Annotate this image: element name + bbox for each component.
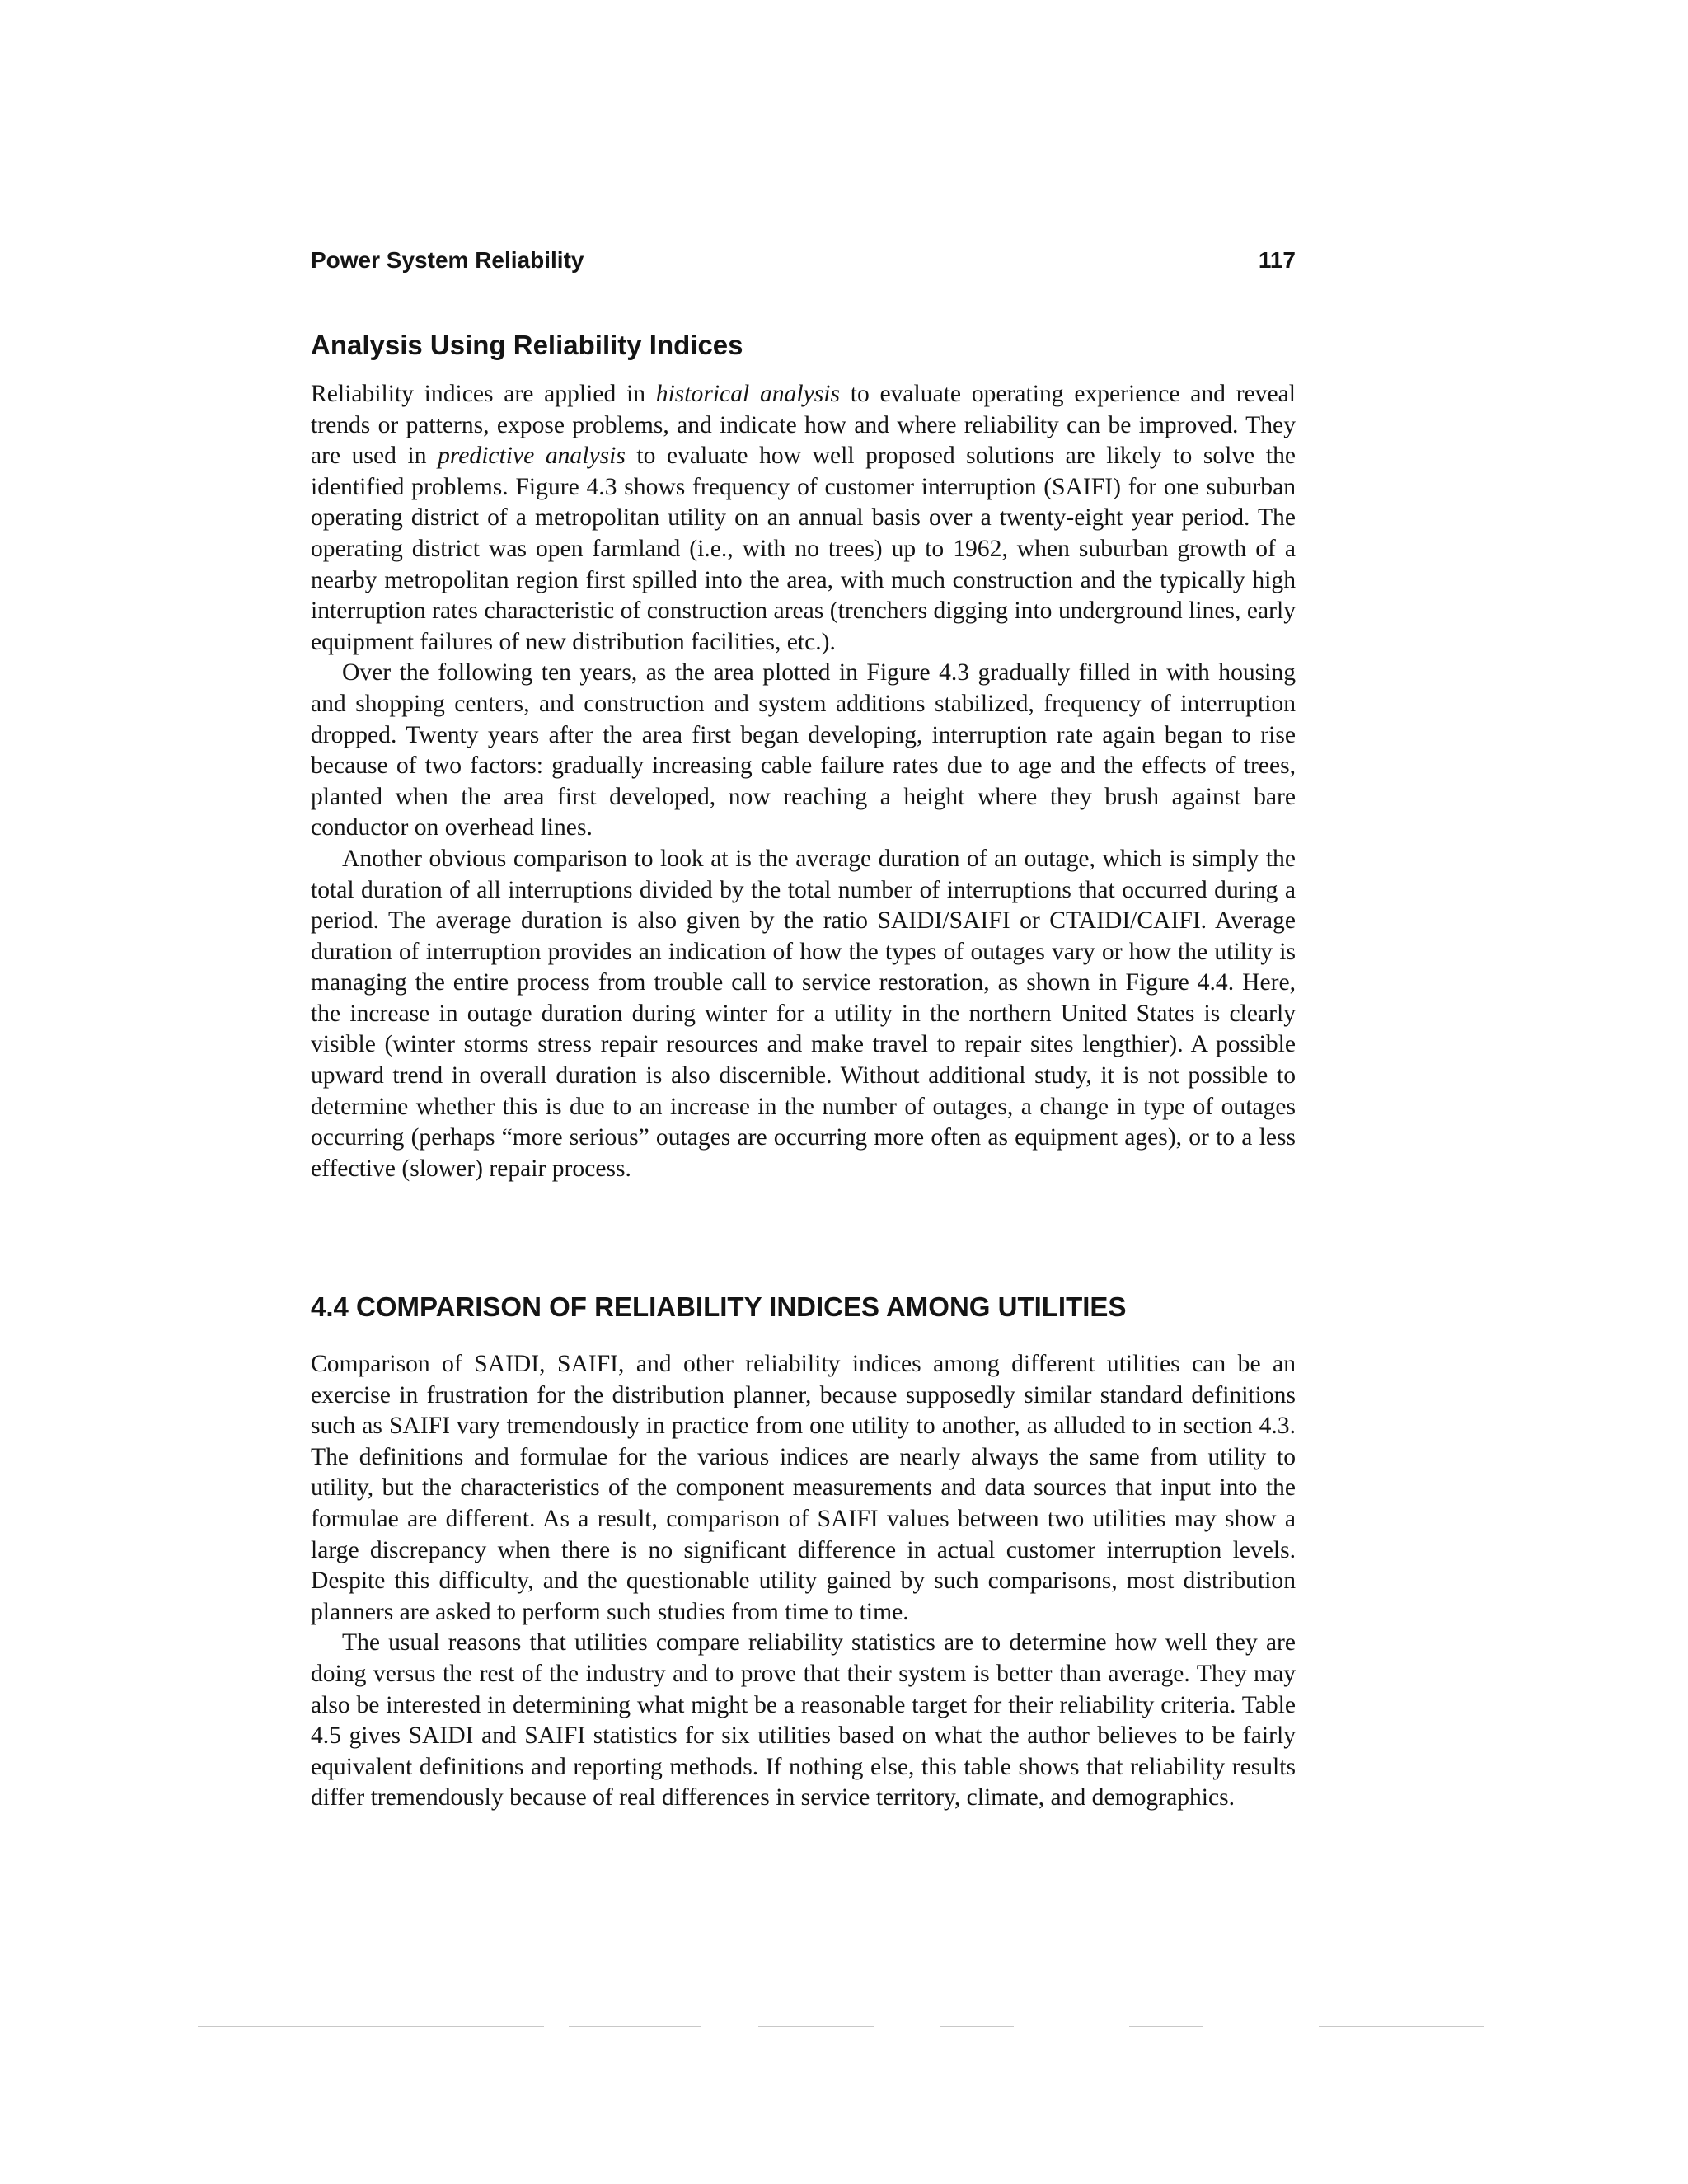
paragraph-text: Reliability indices are applied in [311,381,656,407]
paragraph: Comparison of SAIDI, SAIFI, and other reliability indices among different utilities can be an exercise in frustration for the distribution planner, because supposedly similar standard definitions such as SAIFI vary tremendously in practice from one utility to another, as alluded to in section 4.3. The definitions and formulae for the various indices are nearly always the same from utility to utility, but the characteristics of the component measurements and data sources that input into the formulae are different. As a result, comparison of SAIFI values between two utilities may show a large discrepancy when there is no significant difference in actual customer interruption levels. Despite this difficulty, and the questionable utility gained by such comparisons, most distribution planners are asked to perform such studies from time to time. [311,1351,1296,1625]
paragraph-text: to evaluate operating experience and reveal trends or patterns, expose problems, and indicate how and where reliability can be improved. They are used in [311,381,1296,470]
paragraph: Another obvious comparison to look at is the average duration of an outage, which is simply the total duration of all interruptions divided by the total number of interruptions that occurred during a period. The average duration is also given by the ratio SAIDI/SAIFI or CTAIDI/CAIFI. Average duration of interruption provides an indication of how the types of outages vary or how the utility is managing the entire process from trouble call to service restoration, as shown in Figure 4.4. Here, the increase in outage duration during winter for a utility in the northern United States is clearly visible (winter storms stress repair resources and make travel to repair sites lengthier). A possible upward trend in overall duration is also discernible. Without additional study, it is not possible to determine whether this is due to an increase in the number of outages, a change in type of outages occurring (perhaps “more serious” outages are occurring more often as equipment ages), or to a less effective (slower) repair process. [311,845,1296,1182]
scan-artifact-line [181,2026,1484,2031]
section-heading-comparison: 4.4 COMPARISON OF RELIABILITY INDICES AMONG UTILITIES [311,1291,1127,1322]
emphasis-term: historical analysis [655,381,840,407]
paragraph [311,379,1296,658]
running-header [311,247,1296,284]
paragraph-text: to evaluate how well proposed solutions are likely to solve the identified problems. Figure 4.3 shows frequency of customer interruption (SAIFI) for one suburban operating district of a metropolitan utility on an annual basis over a twenty-eight year period. The operating district was open farmland (i.e., with no trees) up to 1962, when suburban growth of a nearby metropolitan region first spilled into the area, with much construction and the typically high interruption rates characteristic of construction areas (trenchers digging into underground lines, early equipment failures of new distribution facilities, etc.). [311,443,1296,655]
paragraph: Over the following ten years, as the area plotted in Figure 4.3 gradually filled in with housing and shopping centers, and construction and system additions stabilized, frequency of interruption dropped. Twenty years after the area first began developing, interruption rate again began to rise because of two factors: gradually increasing cable failure rates due to age and the effects of trees, planted when the area first developed, now reaching a height where they brush against bare conductor on overhead lines. [311,659,1296,841]
section-body-comparison [311,1349,1296,1814]
paragraph: The usual reasons that utilities compare reliability statistics are to determine how well they are doing versus the rest of the industry and to prove that their system is better than average. They may also be interested in determining what might be a reasonable target for their reliability criteria. Table 4.5 gives SAIDI and SAIFI statistics for six utilities based on what the author believes to be fairly equivalent definitions and reporting methods. If nothing else, this table shows that reliability results differ tremendously because of real differences in service territory, climate, and demographics. [311,1629,1296,1811]
running-title: Power System Reliability [311,247,584,273]
section-body-analysis [311,379,1296,1184]
page-number: 117 [1258,247,1296,273]
emphasis-term: predictive analysis [438,443,626,470]
section-heading-analysis: Analysis Using Reliability Indices [311,330,743,360]
